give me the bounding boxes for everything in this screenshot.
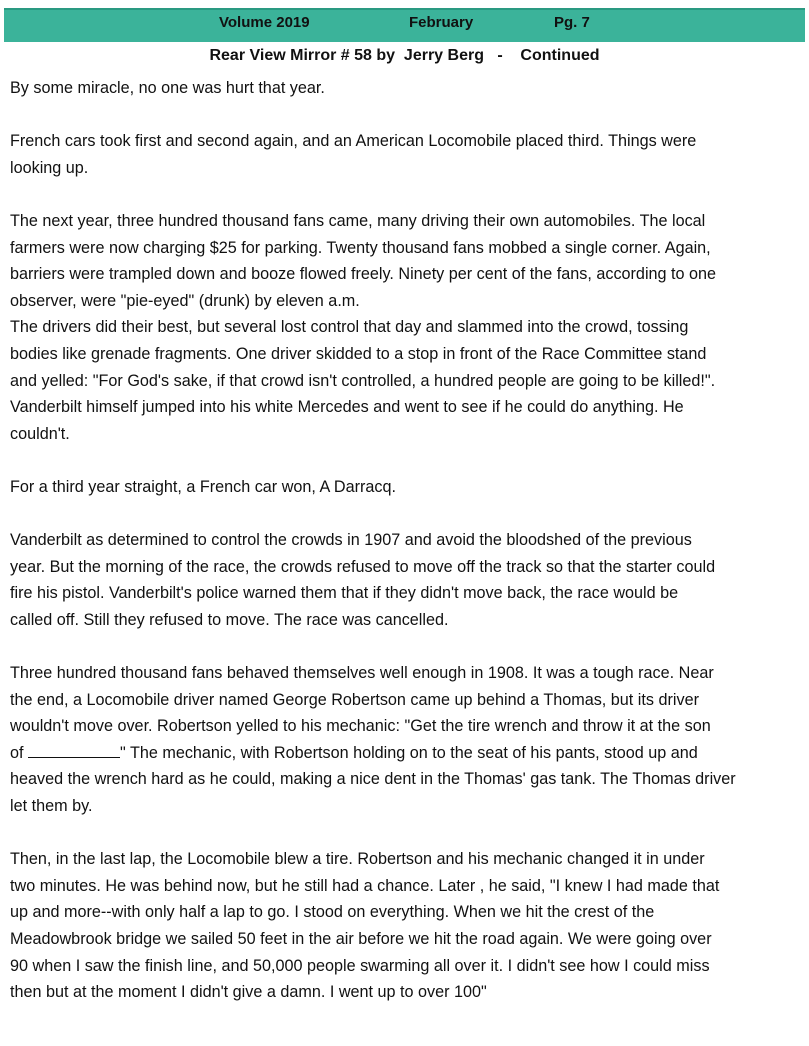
- text-line: Vanderbilt as determined to control the crowds in 1907 and avoid the bloodshed of the previous: [10, 531, 692, 550]
- article-title: Rear View Mirror # 58 by Jerry Berg - Continued: [209, 47, 600, 64]
- blank-prefix: of: [10, 743, 28, 762]
- text-line: For a third year straight, a French car won, A Darracq.: [10, 477, 396, 496]
- text-line: fire his pistol. Vanderbilt's police warned them that if they didn't move back, the race would be: [10, 584, 679, 603]
- text-line: let them by.: [10, 797, 93, 816]
- text-line: Vanderbilt himself jumped into his white Mercedes and went to see if he could do anything. He: [10, 398, 684, 417]
- paragraph: [10, 846, 805, 1006]
- text-line: up and more--with only half a lap to go. I stood on everything. When we hit the crest of the: [10, 903, 655, 922]
- volume-label: Volume 2019: [219, 14, 310, 31]
- paragraph: [10, 128, 805, 181]
- paragraph: [10, 75, 805, 102]
- blank-suffix: " The mechanic, with Robertson holding on to the seat of his pants, stood up and: [120, 743, 698, 762]
- paragraph: [10, 208, 805, 314]
- text-line: the end, a Locomobile driver named George Robertson came up behind a Thomas, but its driver: [10, 690, 699, 709]
- text-line: wouldn't move over. Robertson yelled to his mechanic: "Get the tire wrench and throw it at the son: [10, 717, 711, 736]
- paragraph: [10, 766, 805, 819]
- text-line: Then, in the last lap, the Locomobile blew a tire. Robertson and his mechanic changed it in under: [10, 850, 705, 869]
- text-line: Meadowbrook bridge we sailed 50 feet in the air before we hit the road again. We were going over: [10, 930, 712, 948]
- text-line: couldn't.: [10, 424, 70, 443]
- text-line: heaved the wrench hard as he could, making a nice dent in the Thomas' gas tank. The Thomas driver: [10, 770, 736, 789]
- text-line: looking up.: [10, 158, 89, 177]
- text-line: The next year, three hundred thousand fans came, many driving their own automobiles. The local: [10, 211, 706, 230]
- paragraph: [10, 314, 805, 447]
- text-line: By some miracle, no one was hurt that year.: [10, 79, 325, 97]
- paragraph: [10, 660, 805, 766]
- text-line: French cars took first and second again, and an American Locomobile placed third. Things were: [10, 132, 697, 151]
- paragraph: [10, 527, 805, 633]
- text-line: 90 when I saw the finish line, and 50,000 people swarming all over it. I didn't see how I could miss: [10, 956, 710, 975]
- article-body: [10, 75, 805, 1006]
- text-line: called off. Still they refused to move. The race was cancelled.: [10, 610, 449, 629]
- text-line: two minutes. He was behind now, but he still had a chance. Later , he said, "I knew I had made that: [10, 876, 720, 895]
- text-line: The drivers did their best, but several lost control that day and slammed into the crowd, tossing: [10, 318, 689, 337]
- text-line: farmers were now charging $25 for parking. Twenty thousand fans mobbed a single corner. Again,: [10, 238, 711, 257]
- page-number: Pg. 7: [554, 14, 590, 31]
- text-line: observer, were "pie-eyed" (drunk) by eleven a.m.: [10, 291, 360, 310]
- fill-in-blank: [28, 743, 120, 758]
- month-label: February: [409, 14, 474, 31]
- text-line-with-blank: [10, 740, 805, 767]
- newsletter-header-band: [4, 8, 805, 42]
- text-line: bodies like grenade fragments. One driver skidded to a stop in front of the Race Committee stand: [10, 344, 707, 363]
- text-line: year. But the morning of the race, the crowds refused to move off the track so that the starter could: [10, 557, 716, 576]
- text-line: and yelled: "For God's sake, if that crowd isn't controlled, a hundred people are going to be killed!".: [10, 371, 716, 390]
- text-line: barriers were trampled down and booze flowed freely. Ninety per cent of the fans, according to one: [10, 265, 717, 284]
- paragraph: [10, 474, 805, 501]
- text-line: then but at the moment I didn't give a damn. I went up to over 100": [10, 983, 487, 1002]
- text-line: Three hundred thousand fans behaved themselves well enough in 1908. It was a tough race. Near: [10, 664, 714, 683]
